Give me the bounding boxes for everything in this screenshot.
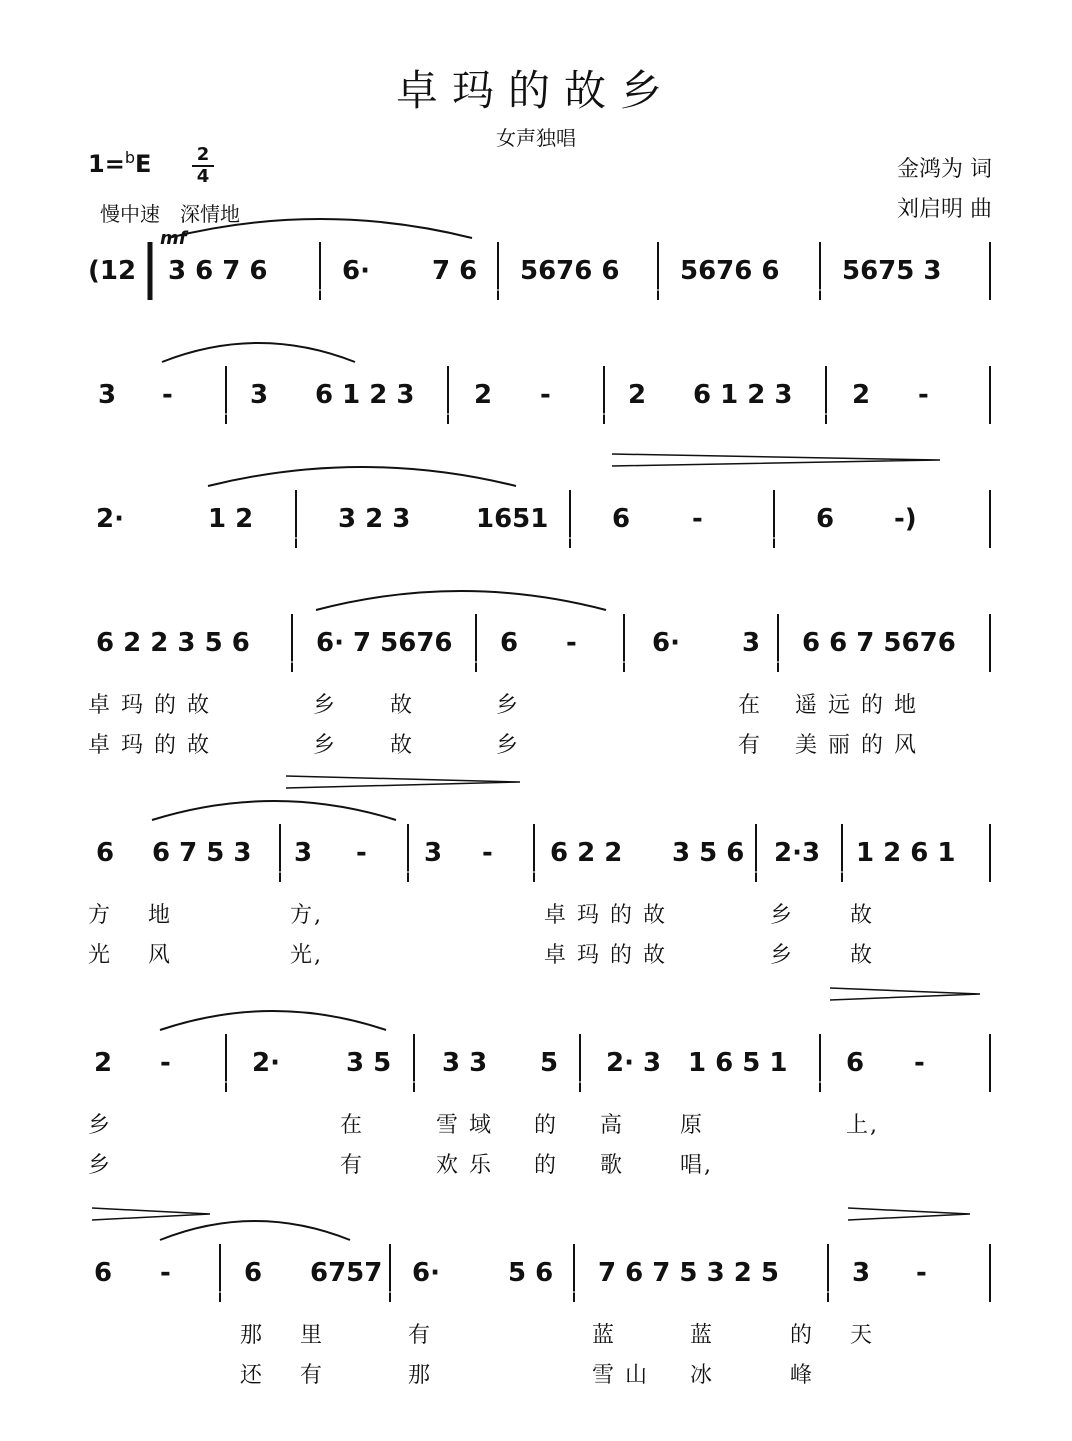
- note-group: 3 6 7 6: [168, 256, 268, 286]
- note-group: 3: [742, 628, 761, 658]
- note-group: 3: [98, 380, 117, 410]
- lyric-word: 方,: [290, 903, 323, 928]
- lyric-word: 乡: [88, 1113, 113, 1138]
- note-group: 7 6: [432, 256, 478, 286]
- lyric-word: 风: [148, 943, 173, 968]
- note-group: 2·: [252, 1048, 280, 1078]
- lyric-word: 乡: [496, 733, 521, 758]
- lyric-word: 卓 玛 的 故: [88, 733, 211, 758]
- note-group: 2·: [96, 504, 124, 534]
- composer: 刘启明 曲: [897, 197, 992, 222]
- note-group: (12: [88, 256, 137, 286]
- hairpin: [286, 776, 520, 788]
- hairpin: [830, 988, 980, 1000]
- lyric-word: 故: [850, 903, 875, 928]
- note-group: 3 5 6: [672, 838, 745, 868]
- lyric-word: 峰: [790, 1363, 815, 1388]
- note-group: 6 1 2 3: [315, 380, 415, 410]
- key-prefix: 1=: [88, 150, 125, 178]
- lyric-word: 的: [534, 1113, 559, 1138]
- slur: [160, 1221, 350, 1240]
- note-group: 6 6 7 5676: [802, 628, 956, 658]
- lyric-word: 有: [738, 733, 763, 758]
- note-group: 2: [628, 380, 647, 410]
- note-group: 6: [96, 838, 115, 868]
- lyric-word: 天: [850, 1323, 875, 1348]
- lyric-word: 冰: [690, 1363, 715, 1388]
- note-group: 6·: [652, 628, 680, 658]
- lyric-word: 原: [680, 1113, 705, 1138]
- key-note: E: [134, 150, 152, 178]
- note-group: 2: [852, 380, 871, 410]
- lyric-word: 有: [408, 1323, 433, 1348]
- note-group: 6: [816, 504, 835, 534]
- lyric-word: 美 丽 的 风: [795, 733, 918, 758]
- time-bottom: 4: [196, 166, 210, 187]
- note-group: 6: [612, 504, 631, 534]
- tempo-marking: 慢中速 深情地: [100, 202, 240, 226]
- flat-sign: b: [124, 148, 135, 167]
- lyric-word: 方: [88, 903, 113, 928]
- lyric-word: 上,: [846, 1113, 879, 1138]
- lyric-word: 地: [148, 903, 173, 928]
- slur: [162, 343, 355, 362]
- lyric-word: 歌: [600, 1153, 625, 1178]
- note-group: 3: [250, 380, 269, 410]
- time-top: 2: [196, 144, 210, 165]
- note-group: 6757: [310, 1258, 383, 1288]
- lyric-word: 遥 远 的 地: [795, 693, 918, 718]
- note-group: -: [356, 838, 367, 868]
- lyric-word: 有: [340, 1153, 365, 1178]
- lyric-word: 乡: [496, 693, 521, 718]
- lyric-word: 有: [300, 1363, 325, 1388]
- lyric-word: 故: [390, 733, 415, 758]
- note-group: 2·3: [774, 838, 821, 868]
- lyric-word: 光: [88, 943, 113, 968]
- dynamic-mark: mf: [160, 228, 187, 249]
- lyric-word: 的: [534, 1153, 559, 1178]
- lyric-word: 欢 乐: [436, 1153, 493, 1178]
- note-group: 3 2 3: [338, 504, 411, 534]
- slur: [160, 1011, 386, 1030]
- lyric-word: 故: [390, 693, 415, 718]
- lyric-word: 故: [850, 943, 875, 968]
- note-group: 6·: [342, 256, 370, 286]
- note-group: 6·: [412, 1258, 440, 1288]
- lyric-word: 蓝: [690, 1323, 715, 1348]
- hairpin: [612, 454, 940, 466]
- note-group: 2: [474, 380, 493, 410]
- note-group: -: [566, 628, 577, 658]
- note-group: -: [916, 1258, 927, 1288]
- note-group: 6: [94, 1258, 113, 1288]
- slur: [316, 591, 606, 610]
- note-group: 6: [500, 628, 519, 658]
- note-group: -: [160, 1048, 171, 1078]
- slur: [208, 467, 516, 486]
- note-group: 6 1 2 3: [693, 380, 793, 410]
- note-group: 6 7 5 3: [152, 838, 252, 868]
- lyricist: 金鸿为 词: [897, 157, 992, 182]
- hairpin: [92, 1208, 210, 1220]
- note-group: -: [540, 380, 551, 410]
- lyric-word: 雪 域: [436, 1113, 493, 1138]
- lyric-word: 卓 玛 的 故: [544, 903, 667, 928]
- lyric-word: 乡: [770, 903, 795, 928]
- lyric-word: 那: [408, 1363, 433, 1388]
- note-group: -: [918, 380, 929, 410]
- note-group: 3 3: [442, 1048, 488, 1078]
- note-group: 1 2: [208, 504, 254, 534]
- note-group: 1 6 5 1: [688, 1048, 788, 1078]
- note-group: 1 2 6 1: [856, 838, 956, 868]
- note-group: 5 6: [508, 1258, 554, 1288]
- hairpin: [848, 1208, 970, 1220]
- note-group: 1651: [476, 504, 549, 534]
- lyric-word: 蓝: [592, 1323, 617, 1348]
- note-group: 7 6 7 5 3 2 5: [598, 1258, 779, 1288]
- note-group: 5676 6: [680, 256, 780, 286]
- note-group: 3: [294, 838, 313, 868]
- note-group: 3 5: [346, 1048, 392, 1078]
- note-group: -: [914, 1048, 925, 1078]
- note-group: 6 2 2: [550, 838, 623, 868]
- lyric-word: 在: [738, 693, 763, 718]
- note-group: 5675 3: [842, 256, 942, 286]
- note-group: -: [162, 380, 173, 410]
- lyric-word: 里: [300, 1323, 325, 1348]
- lyric-word: 唱,: [680, 1153, 713, 1178]
- lyric-word: 乡: [313, 733, 338, 758]
- note-group: -: [160, 1258, 171, 1288]
- note-group: -): [894, 504, 917, 534]
- song-subtitle: 女声独唱: [496, 126, 576, 150]
- note-group: 6: [846, 1048, 865, 1078]
- note-group: -: [482, 838, 493, 868]
- lyric-word: 还: [240, 1363, 265, 1388]
- note-group: 3: [424, 838, 443, 868]
- note-group: 5: [540, 1048, 559, 1078]
- note-group: 6· 7 5676: [316, 628, 453, 658]
- lyric-word: 的: [790, 1323, 815, 1348]
- slur: [168, 219, 472, 238]
- lyric-word: 乡: [88, 1153, 113, 1178]
- lyric-word: 那: [240, 1323, 265, 1348]
- note-group: -: [692, 504, 703, 534]
- note-group: 3: [852, 1258, 871, 1288]
- note-group: 6 2 2 3 5 6: [96, 628, 250, 658]
- lyric-word: 卓 玛 的 故: [544, 943, 667, 968]
- slur: [152, 801, 396, 820]
- lyric-word: 光,: [290, 943, 323, 968]
- lyric-word: 在: [340, 1113, 365, 1138]
- lyric-word: 雪 山: [592, 1363, 649, 1388]
- note-group: 6: [244, 1258, 263, 1288]
- note-group: 2: [94, 1048, 113, 1078]
- lyric-word: 卓 玛 的 故: [88, 693, 211, 718]
- note-group: 5676 6: [520, 256, 620, 286]
- lyric-word: 乡: [313, 693, 338, 718]
- lyric-word: 高: [600, 1113, 625, 1138]
- lyric-word: 乡: [770, 943, 795, 968]
- note-group: 2· 3: [606, 1048, 662, 1078]
- song-title: 卓玛的故乡: [395, 66, 676, 115]
